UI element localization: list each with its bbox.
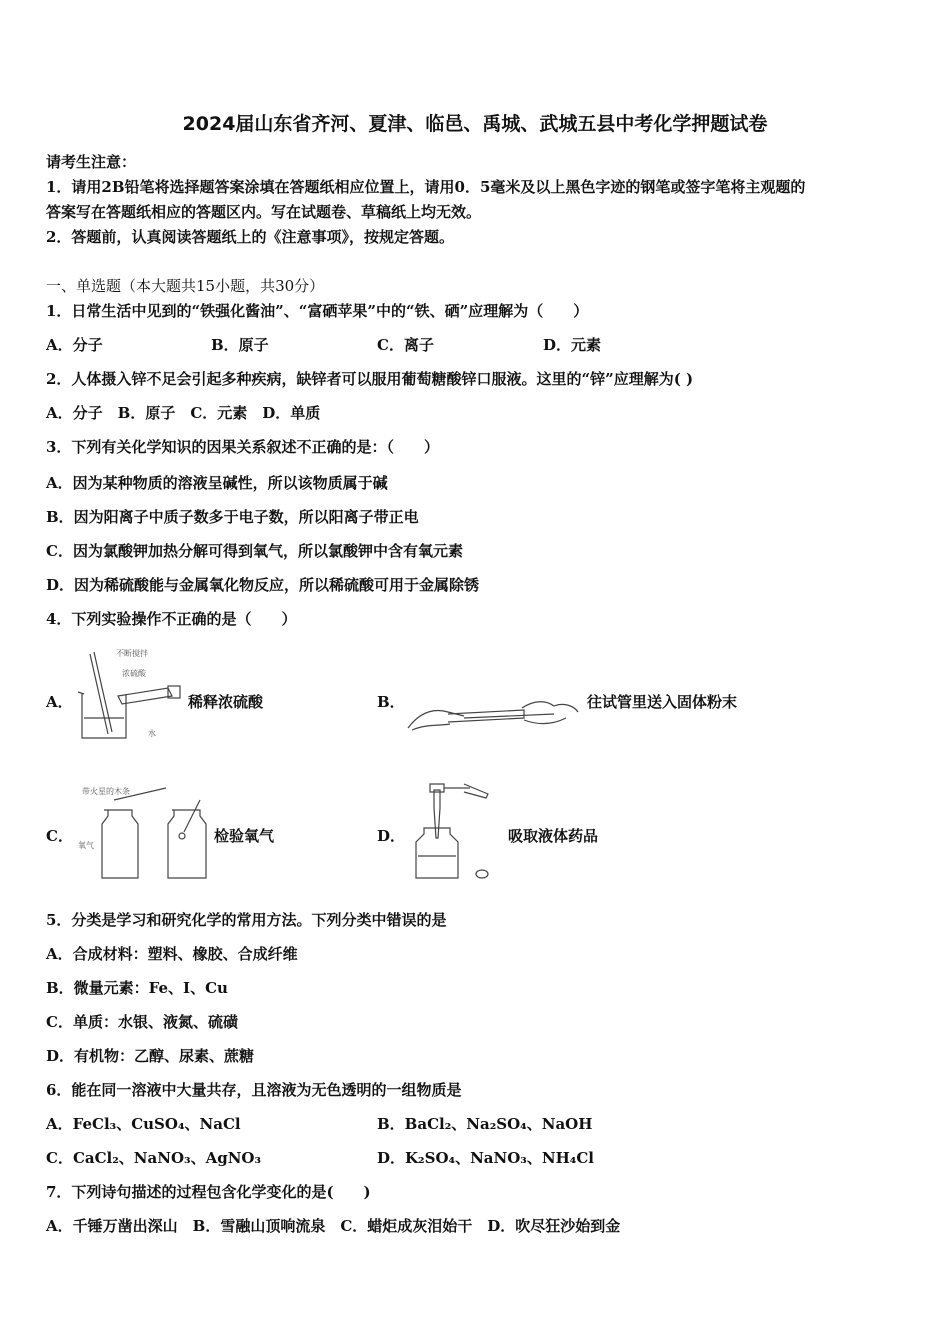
question-3-option-d: D．因为稀硫酸能与金属氧化物反应，所以稀硫酸可用于金属除锈: [46, 576, 480, 594]
label-acid: 浓硫酸: [122, 669, 146, 678]
question-3-option-c: C．因为氯酸钾加热分解可得到氧气，所以氯酸钾中含有氧元素: [46, 542, 463, 560]
question-6-option-d: D．K₂SO₄、NaNO₃、NH₄Cl: [377, 1149, 594, 1167]
question-7-options: A．千锤万凿出深山 B．雪融山顶响流泉 C．蜡炬成灰泪始干 D．吹尽狂沙始到金: [46, 1217, 621, 1235]
powder-into-tube-figure: [404, 690, 582, 738]
question-5-option-b: B．微量元素：Fe、I、Cu: [46, 979, 228, 997]
oxygen-test-figure: [76, 784, 208, 884]
question-3-stem: 3．下列有关化学知识的因果关系叙述不正确的是：（ ）: [46, 438, 439, 456]
notice-line-2: 答案写在答题纸相应的答题区内。写在试题卷、草稿纸上均无效。: [46, 203, 482, 221]
notice-line-1: 1．请用2B铅笔将选择题答案涂填在答题纸相应位置上，请用0．5毫米及以上黑色字迹的钢笔或签字笔将主观题的: [46, 178, 806, 196]
question-4-option-c-text: 检验氧气: [214, 827, 275, 845]
question-4-stem: 4．下列实验操作不正确的是（ ）: [46, 610, 297, 628]
question-4-option-c-label: C．: [46, 827, 73, 845]
notice-heading: 请考生注意：: [46, 153, 137, 171]
question-3-option-b: B．因为阳离子中质子数多于电子数，所以阳离子带正电: [46, 508, 419, 526]
question-5-option-d: D．有机物：乙醇、尿素、蔗糖: [46, 1047, 255, 1065]
question-2-options: A．分子 B．原子 C．元素 D．单质: [46, 404, 321, 422]
question-1-stem: 1．日常生活中见到的“铁强化酱油”、“富硒苹果”中的“铁、硒”应理解为（ ）: [46, 302, 589, 320]
question-4-option-d-label: D．: [377, 827, 406, 845]
question-1-option-d: D．元素: [543, 336, 602, 354]
section-heading: 一、单选题（本大题共15小题，共30分）: [46, 277, 325, 295]
question-5-stem: 5．分类是学习和研究化学的常用方法。下列分类中错误的是: [46, 911, 447, 929]
label-gas: 氧气: [78, 841, 94, 850]
question-4-option-b-text: 往试管里送入固体粉末: [587, 693, 738, 711]
label-stick: 带火星的木条: [82, 787, 130, 796]
dilute-sulfuric-acid-figure: [76, 646, 184, 742]
question-3-option-a: A．因为某种物质的溶液呈碱性，所以该物质属于碱: [46, 474, 388, 492]
dropper-figure: [404, 778, 500, 882]
question-1-option-a: A．分子: [46, 336, 103, 354]
question-4-option-b-label: B．: [377, 693, 405, 711]
notice-line-3: 2．答题前，认真阅读答题纸上的《注意事项》，按规定答题。: [46, 228, 454, 246]
question-4-option-a-label: A．: [46, 693, 73, 711]
question-6-option-a: A．FeCl₃、CuSO₄、NaCl: [46, 1115, 241, 1133]
question-6-option-b: B．BaCl₂、Na₂SO₄、NaOH: [377, 1115, 593, 1133]
question-5-option-c: C．单质：水银、液氮、硫磺: [46, 1013, 238, 1031]
question-6-option-c: C．CaCl₂、NaNO₃、AgNO₃: [46, 1149, 262, 1167]
question-5-option-a: A．合成材料：塑料、橡胶、合成纤维: [46, 945, 298, 963]
label-stir: 不断搅拌: [116, 649, 148, 658]
question-1-option-b: B．原子: [211, 336, 269, 354]
question-7-stem: 7．下列诗句描述的过程包含化学变化的是( ): [46, 1183, 371, 1201]
question-6-stem: 6．能在同一溶液中大量共存，且溶液为无色透明的一组物质是: [46, 1081, 462, 1099]
question-4-option-a-text: 稀释浓硫酸: [188, 693, 264, 711]
question-1-option-c: C．离子: [377, 336, 434, 354]
question-2-stem: 2．人体摄入锌不足会引起多种疾病，缺锌者可以服用葡萄糖酸锌口服液。这里的“锌”应理解为( ): [46, 370, 694, 388]
label-water: 水: [148, 729, 156, 738]
page-title: 2024届山东省齐河、夏津、临邑、禹城、武城五县中考化学押题试卷: [182, 113, 768, 135]
question-4-option-d-text: 吸取液体药品: [508, 827, 599, 845]
